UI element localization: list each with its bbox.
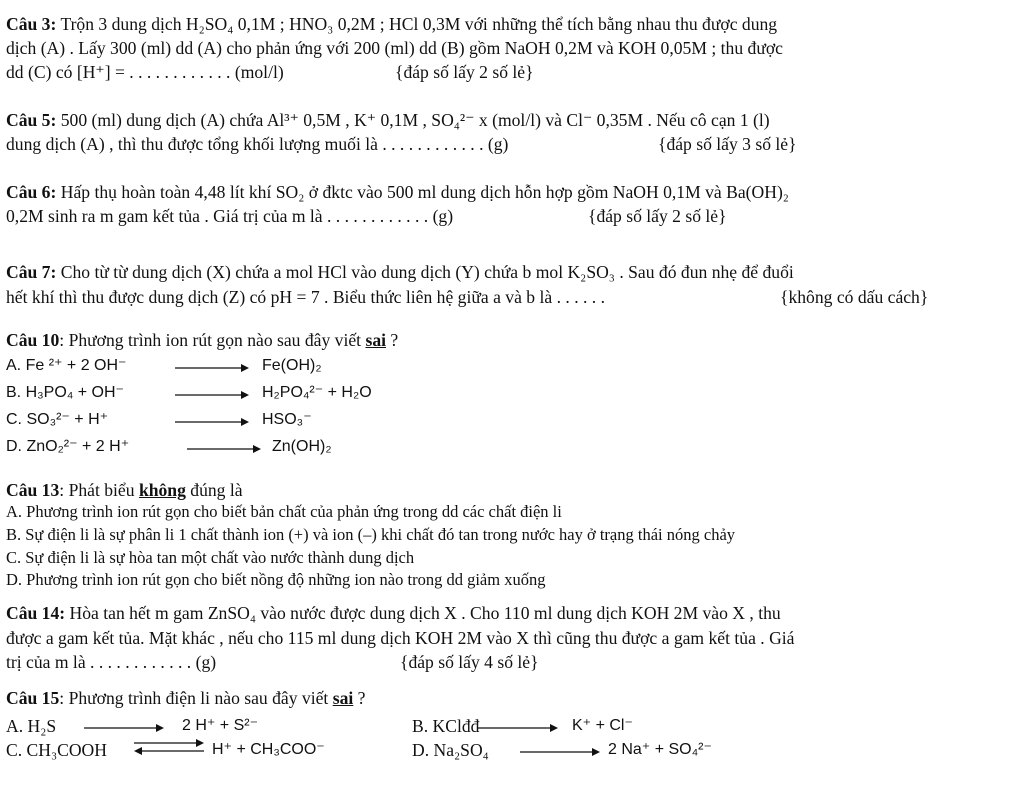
q14-line1 — [6, 603, 781, 623]
q15-stem-end: ? — [353, 688, 366, 708]
q14-number: Câu 14: — [6, 603, 66, 623]
q3-number: Câu 3: — [6, 14, 57, 34]
q15-stem-text: : Phương trình điện li nào sau đây viết — [59, 688, 333, 708]
q10-number: Câu 10 — [6, 330, 60, 350]
q15-option-a-lhs: H₂S — [27, 716, 57, 736]
q7-note: {không có dấu cách} — [780, 287, 929, 307]
q14-text-3: trị của m là . . . . . . . . . . . . (g) — [6, 652, 217, 672]
q3-text-2: dịch (A) . Lấy 300 (ml) dd (A) cho phản ứng với 200 (ml) dd (B) gồm NaOH 0,2M và KOH 0,05M ; thu được — [6, 38, 783, 58]
q14-text-2: được a gam kết tủa. Mặt khác , nếu cho 115 ml dung dịch KOH 2M vào X thì cũng thu được a gam kết tủa . Giá — [6, 628, 795, 648]
q13-number: Câu 13 — [6, 480, 60, 500]
q15-option-a-label: A. — [6, 716, 24, 736]
q6-line1 — [6, 182, 789, 202]
equilibrium-arrow-icon — [134, 738, 204, 756]
q10-option-a-lhs: Fe ²⁺ + 2 OH⁻ — [25, 357, 127, 374]
q3-line1 — [6, 14, 777, 34]
q6-text-1: Hấp thụ hoàn toàn 4,48 lít khí SO₂ ở đktc vào 500 ml dung dịch hỗn hợp gồm NaOH 0,1M và Ba(OH)₂ — [60, 182, 789, 202]
q10-option-a-rhs: Fe(OH)₂ — [262, 357, 322, 374]
reaction-arrow-icon — [478, 722, 558, 734]
q13-stem — [6, 480, 243, 500]
q10-stem-sai: sai — [365, 330, 387, 350]
q15-option-c — [6, 740, 107, 760]
q13-option-d: D. Phương trình ion rút gọn cho biết nồng độ những ion nào trong dd giảm xuống — [6, 570, 546, 589]
q5-text-2: dung dịch (A) , thì thu được tổng khối lượng muối là . . . . . . . . . . . . (g) — [6, 134, 509, 154]
q10-stem-text: : Phương trình ion rút gọn nào sau đây viết — [59, 330, 366, 350]
reaction-arrow-icon — [175, 389, 249, 401]
q13-stem-text: : Phát biểu — [59, 480, 139, 500]
reaction-arrow-icon — [187, 443, 261, 455]
reaction-arrow-icon — [175, 416, 249, 428]
q7-text-2: hết khí thì thu được dung dịch (Z) có pH = 7 . Biểu thức liên hệ giữa a và b là . . . . . . — [6, 287, 605, 307]
q15-option-d-rhs: 2 Na⁺ + SO₄²⁻ — [608, 741, 712, 758]
q15-option-c-label: C. — [6, 740, 23, 760]
q3-text-3: dd (C) có [H⁺] = . . . . . . . . . . . . (mol/l) — [6, 62, 284, 82]
q15-option-c-rhs: H⁺ + CH₃COO⁻ — [212, 741, 325, 758]
q6-line2 — [6, 206, 453, 226]
q7-number: Câu 7: — [6, 262, 57, 282]
q5-line1 — [6, 110, 770, 130]
q10-option-d-label: D. — [6, 438, 22, 455]
q10-option-d — [6, 437, 129, 457]
q10-option-b-label: B. — [6, 384, 22, 401]
q3-line2 — [6, 38, 783, 58]
reaction-arrow-icon — [175, 362, 249, 374]
q15-stem — [6, 688, 365, 708]
q7-line2 — [6, 287, 605, 307]
q15-option-b-label: B. — [412, 716, 429, 736]
q5-text-1: 500 (ml) dung dịch (A) chứa Al³⁺ 0,5M , K⁺ 0,1M , SO₄²⁻ x (mol/l) và Cl⁻ 0,35M . Nếu cô cạn 1 (l) — [60, 110, 770, 130]
q10-option-b — [6, 383, 124, 403]
q10-option-c-rhs: HSO₃⁻ — [262, 411, 312, 428]
q14-line3 — [6, 652, 216, 672]
reaction-arrow-icon — [520, 746, 600, 758]
q6-text-2: 0,2M sinh ra m gam kết tủa . Giá trị của m là . . . . . . . . . . . . (g) — [6, 206, 454, 226]
q10-option-a-label: A. — [6, 357, 22, 374]
q15-option-d — [412, 740, 489, 760]
q14-line2 — [6, 628, 795, 648]
reaction-arrow-icon — [84, 722, 164, 734]
q7-text-1: Cho từ từ dung dịch (X) chứa a mol HCl vào dung dịch (Y) chứa b mol K₂SO₃ . Sau đó đun nhẹ để đuổi — [60, 262, 794, 282]
q15-option-d-lhs: Na₂SO₄ — [433, 740, 489, 760]
q13-option-c: C. Sự điện li là sự hòa tan một chất vào nước thành dung dịch — [6, 548, 415, 567]
q10-option-c-lhs: SO₃²⁻ + H⁺ — [26, 411, 109, 428]
q5-line2 — [6, 134, 508, 154]
q15-option-a-rhs: 2 H⁺ + S²⁻ — [182, 717, 259, 734]
q14-text-1: Hòa tan hết m gam ZnSO₄ vào nước được dung dịch X . Cho 110 ml dung dịch KOH 2M vào X , thu — [69, 603, 781, 623]
q5-note: {đáp số lấy 3 số lẻ} — [658, 134, 797, 154]
q3-line3 — [6, 62, 284, 82]
q10-option-b-rhs: H₂PO₄²⁻ + H₂O — [262, 384, 372, 401]
q10-option-d-rhs: Zn(OH)₂ — [272, 438, 332, 455]
q15-option-b-lhs: KClđđ — [432, 716, 480, 736]
q15-option-c-lhs: CH₃COOH — [26, 740, 107, 760]
q10-option-c — [6, 410, 108, 430]
q6-number: Câu 6: — [6, 182, 57, 202]
q10-stem — [6, 330, 398, 350]
q5-number: Câu 5: — [6, 110, 57, 130]
q10-stem-end: ? — [386, 330, 399, 350]
q3-note: {đáp số lấy 2 số lẻ} — [395, 62, 534, 82]
q3-text-1: Trộn 3 dung dịch H₂SO₄ 0,1M ; HNO₃ 0,2M ; HCl 0,3M với những thể tích bằng nhau thu được dung — [60, 14, 778, 34]
q13-stem-khong: không — [138, 480, 186, 500]
q10-option-d-lhs: ZnO₂²⁻ + 2 H⁺ — [26, 438, 130, 455]
q10-option-b-lhs: H₃PO₄ + OH⁻ — [25, 384, 124, 401]
q13-option-a: A. Phương trình ion rút gọn cho biết bản chất của phản ứng trong dd các chất điện li — [6, 502, 562, 521]
q10-option-c-label: C. — [6, 411, 22, 428]
q14-note: {đáp số lấy 4 số lẻ} — [400, 652, 539, 672]
q6-note: {đáp số lấy 2 số lẻ} — [588, 206, 727, 226]
q7-line1 — [6, 262, 794, 282]
q13-option-b: B. Sự điện li là sự phân li 1 chất thành ion (+) và ion (–) khi chất đó tan trong nước hay ở trạng thái nóng chảy — [6, 525, 736, 544]
q15-number: Câu 15 — [6, 688, 60, 708]
q15-option-a — [6, 716, 56, 736]
q10-option-a — [6, 356, 127, 376]
q13-stem-end: đúng là — [185, 480, 243, 500]
q15-option-b — [412, 716, 479, 736]
q15-option-b-rhs: K⁺ + Cl⁻ — [572, 717, 633, 734]
q15-option-d-label: D. — [412, 740, 430, 760]
q15-stem-sai: sai — [332, 688, 354, 708]
